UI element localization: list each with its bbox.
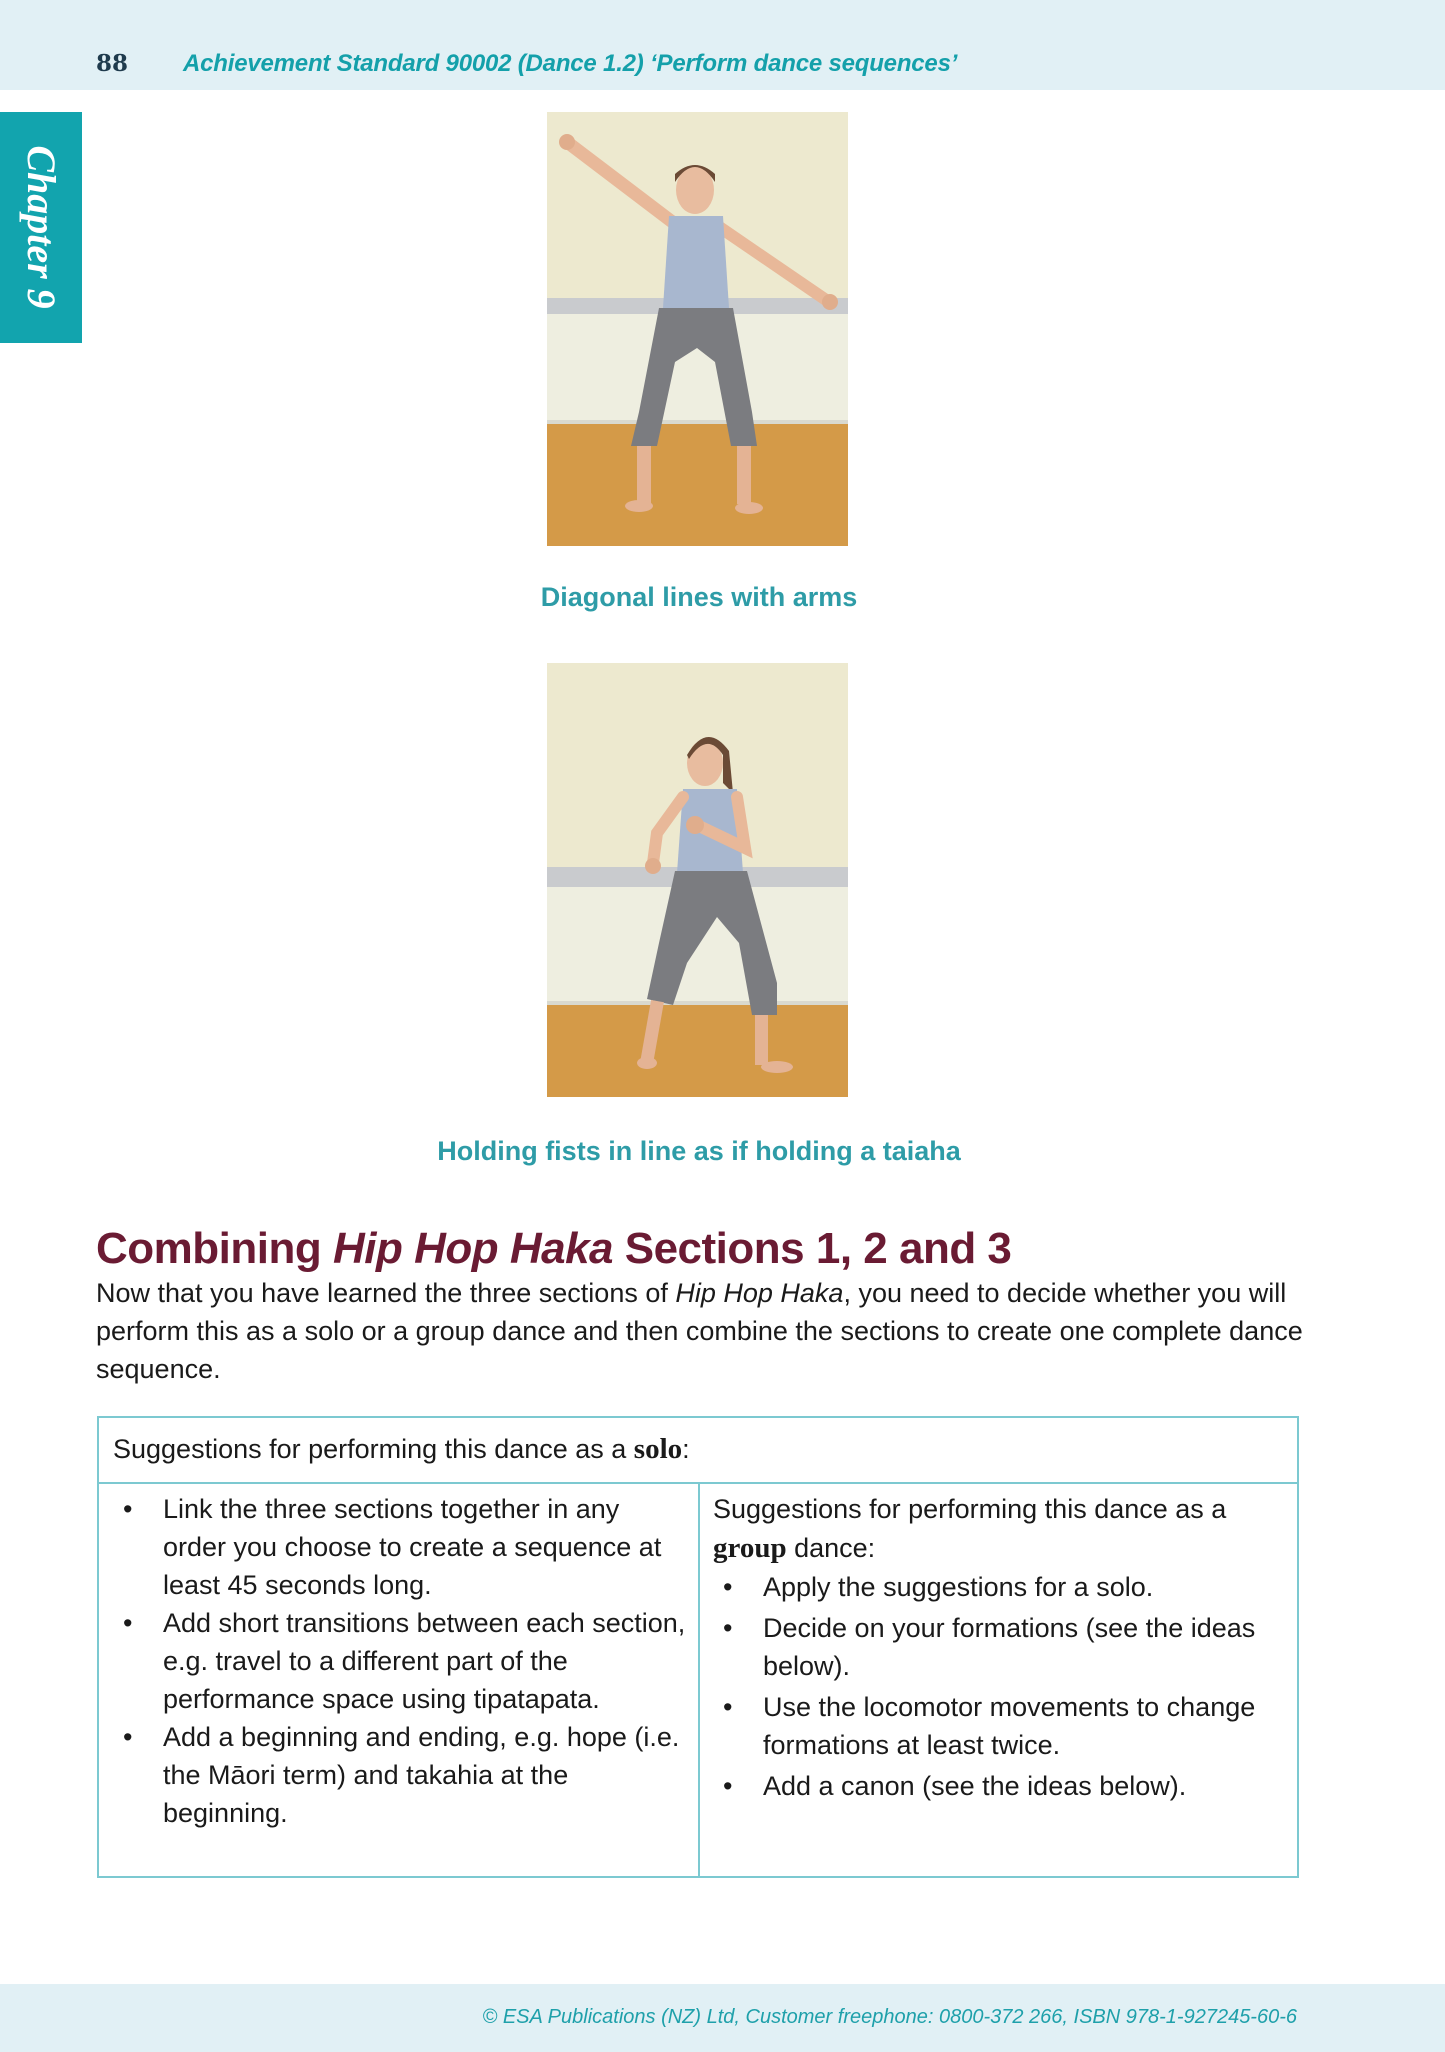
- intro-paragraph: [96, 1274, 1306, 1388]
- section-heading: [96, 1222, 1346, 1276]
- dancer-photo-image: [547, 663, 848, 1097]
- list-item: • Decide on your formations (see the ideas below).: [713, 1609, 1287, 1685]
- header-band: [0, 0, 1445, 90]
- chapter-tab: [0, 112, 82, 343]
- solo-suggestions-column: [99, 1484, 700, 1876]
- group-intro-text: dance:: [786, 1533, 876, 1563]
- table-header-solo: [99, 1418, 1297, 1484]
- dancer-photo-image: [547, 112, 848, 546]
- solo-suggestion-list: [113, 1490, 688, 1832]
- footer-copyright: © ESA Publications (NZ) Ltd, Customer freephone: 0800-372 266, ISBN 978-1-927245-60-6: [482, 2006, 1297, 2028]
- table-body: [99, 1484, 1297, 1876]
- figure-caption: Holding fists in line as if holding a taiaha: [437, 1136, 961, 1166]
- table-header-text: :: [682, 1434, 690, 1464]
- list-item: • Add short transitions between each section, e.g. travel to a different part of the performance space using tipatapata.: [113, 1604, 688, 1718]
- chapter-tab-label: Chapter 9: [19, 145, 64, 309]
- heading-text: Sections 1, 2 and 3: [613, 1224, 1012, 1273]
- group-suggestion-list: [713, 1568, 1287, 1805]
- footer-band: [0, 1984, 1445, 2052]
- list-item: • Add a canon (see the ideas below).: [713, 1767, 1287, 1805]
- list-item: • Apply the suggestions for a solo.: [713, 1568, 1287, 1606]
- intro-text: , you need to decide whether you will perform this as a solo or a group dance and then combine the sections to create one complete dance sequence.: [96, 1278, 1303, 1384]
- figure-caption: Diagonal lines with arms: [540, 582, 858, 612]
- list-item: • Link the three sections together in any order you choose to create a sequence at least 45 seconds long.: [113, 1490, 688, 1604]
- running-title: Achievement Standard 90002 (Dance 1.2) ‘Perform dance sequences’: [183, 50, 958, 77]
- table-header-bold: solo: [633, 1433, 683, 1465]
- list-item: • Use the locomotor movements to change formations at least twice.: [713, 1688, 1287, 1764]
- table-header-text: Suggestions for performing this dance as a: [113, 1434, 634, 1464]
- list-item: • Add a beginning and ending, e.g. hope (i.e. the Māori term) and takahia at the beginning.: [113, 1718, 688, 1832]
- suggestions-table: [97, 1416, 1299, 1878]
- intro-text: Now that you have learned the three sections of: [96, 1278, 676, 1308]
- heading-text: Combining: [96, 1224, 333, 1273]
- group-intro-bold: group: [713, 1532, 787, 1564]
- page-number: 88: [96, 50, 129, 77]
- heading-italic-title: Hip Hop Haka: [332, 1224, 614, 1273]
- intro-italic-title: Hip Hop Haka: [675, 1278, 844, 1308]
- group-suggestions-intro: [713, 1490, 1287, 1568]
- group-suggestions-column: [700, 1484, 1297, 1876]
- photo-diagonal-lines: [547, 112, 848, 546]
- group-intro-text: Suggestions for performing this dance as a: [713, 1494, 1227, 1524]
- photo-holding-fists-taiaha: [547, 663, 848, 1097]
